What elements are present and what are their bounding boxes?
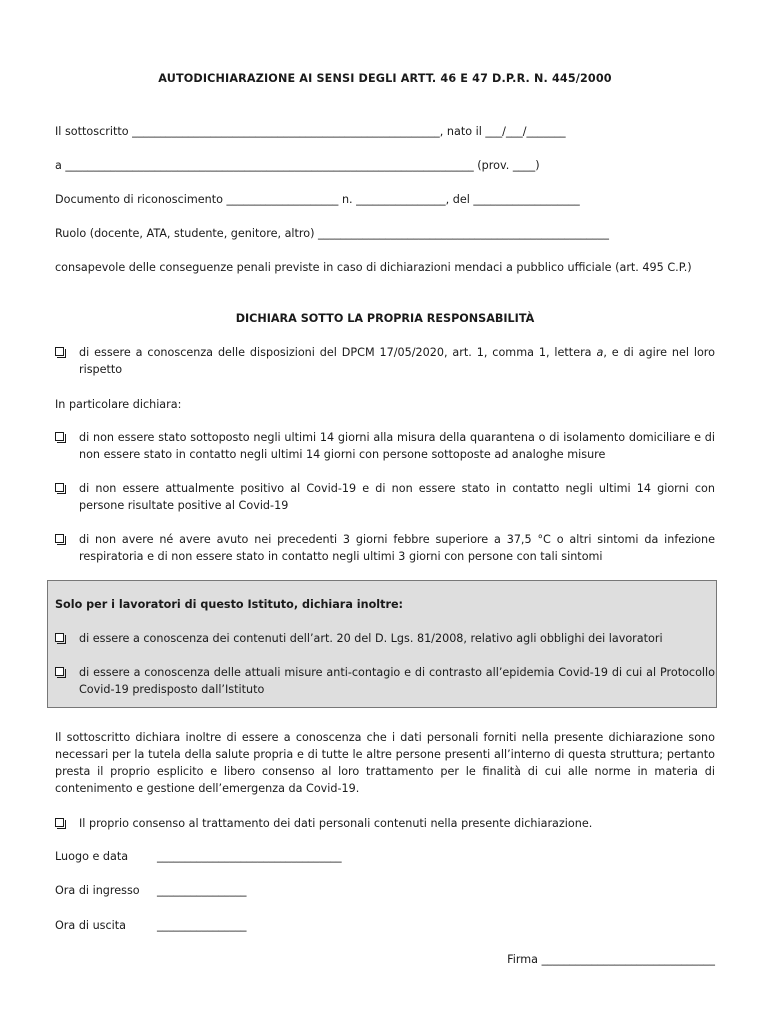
- checkbox-icon[interactable]: [55, 483, 64, 492]
- checkbox-item-label: di non avere né avere avuto nei precedenti 3 giorni febbre superiore a 37,5 °C o altri sintomi da infezione respiratoria e di non essere stato in contatto negli ultimi 3 giorni con persone con tali sintomi: [79, 533, 715, 563]
- documento-line[interactable]: Documento di riconoscimento ____________________ n. ________________, del ___________________: [55, 193, 580, 206]
- ora-ingresso-label: Ora di ingresso: [55, 884, 140, 897]
- luogo-data-blank[interactable]: _________________________________: [157, 850, 342, 863]
- ora-uscita-label: Ora di uscita: [55, 919, 127, 932]
- ora-uscita-blank[interactable]: ________________: [157, 919, 247, 932]
- ruolo-line[interactable]: Ruolo (docente, ATA, studente, genitore, altro) ____________________________________________________: [55, 227, 609, 240]
- checkbox-icon[interactable]: [55, 667, 64, 676]
- checkbox-item-dlgs[interactable]: [55, 630, 715, 647]
- sottoscritto-line[interactable]: Il sottoscritto _______________________________________________________, nato il ___/___/_______: [55, 125, 566, 138]
- privacy-paragraph: Il sottoscritto dichiara inoltre di essere a conoscenza che i dati personali forniti nella presente dichiarazione sono necessari per la tutela della salute propria e di tutte le altre persone presenti all’interno di questa struttura; pertanto presta il proprio esplicito e libero consenso al loro trattamento per le finalità di cui alle norme in materia di contenimento e gestione dell’emergenza da Covid-19.: [55, 731, 715, 795]
- checkbox-item-label: di essere a conoscenza dei contenuti dell’art. 20 del D. Lgs. 81/2008, relativo agli obblighi dei lavoratori: [79, 632, 663, 645]
- lavoratori-heading: Solo per i lavoratori di questo Istituto, dichiara inoltre:: [55, 598, 404, 611]
- checkbox-item-label: di essere a conoscenza delle disposizioni del DPCM 17/05/2020, art. 1, comma 1, lettera a, e di agire nel loro rispetto: [79, 346, 716, 376]
- checkbox-icon[interactable]: [55, 347, 64, 356]
- checkbox-icon[interactable]: [55, 534, 64, 543]
- checkbox-item-dpcm[interactable]: [55, 344, 715, 378]
- ora-uscita-field[interactable]: [55, 917, 715, 934]
- luogo-nascita-line[interactable]: a _________________________________________________________________________ (prov. ____): [55, 159, 540, 172]
- luogo-data-label: Luogo e data: [55, 850, 129, 863]
- dichiara-heading: DICHIARA SOTTO LA PROPRIA RESPONSABILITÀ: [235, 312, 535, 325]
- checkbox-icon[interactable]: [55, 633, 64, 642]
- checkbox-item-sintomi[interactable]: [55, 531, 715, 565]
- checkbox-item-label: Il proprio consenso al trattamento dei dati personali contenuti nella presente dichiarazione.: [79, 817, 593, 830]
- in-particolare-label: In particolare dichiara:: [55, 398, 182, 411]
- document-title: AUTODICHIARAZIONE AI SENSI DEGLI ARTT. 46 E 47 D.P.R. N. 445/2000: [158, 72, 612, 85]
- checkbox-item-positivo[interactable]: [55, 480, 715, 514]
- checkbox-item-label: di non essere attualmente positivo al Covid-19 e di non essere stato in contatto negli ultimi 14 giorni con persone risultate positive al Covid-19: [79, 482, 715, 512]
- consapevole-paragraph: consapevole delle conseguenze penali previste in caso di dichiarazioni mendaci a pubblico ufficiale (art. 495 C.P.): [55, 261, 692, 274]
- checkbox-item-label: di essere a conoscenza delle attuali misure anti-contagio e di contrasto all’epidemia Covid-19 di cui al Protocollo Covid-19 predisposto dall’Istituto: [79, 666, 715, 696]
- checkbox-icon[interactable]: [55, 818, 64, 827]
- luogo-data-field[interactable]: [55, 848, 715, 865]
- checkbox-item-quarantena[interactable]: [55, 429, 715, 463]
- ora-ingresso-field[interactable]: [55, 882, 715, 899]
- checkbox-item-label: di non essere stato sottoposto negli ultimi 14 giorni alla misura della quarantena o di isolamento domiciliare e di non essere stato in contatto negli ultimi 14 giorni con persone sottoposte ad analoghe misure: [79, 431, 715, 461]
- firma-field[interactable]: Firma _______________________________: [507, 953, 715, 966]
- checkbox-icon[interactable]: [55, 432, 64, 441]
- checkbox-item-protocollo[interactable]: [55, 664, 715, 698]
- checkbox-item-consenso[interactable]: [55, 815, 715, 832]
- ora-ingresso-blank[interactable]: ________________: [157, 884, 247, 897]
